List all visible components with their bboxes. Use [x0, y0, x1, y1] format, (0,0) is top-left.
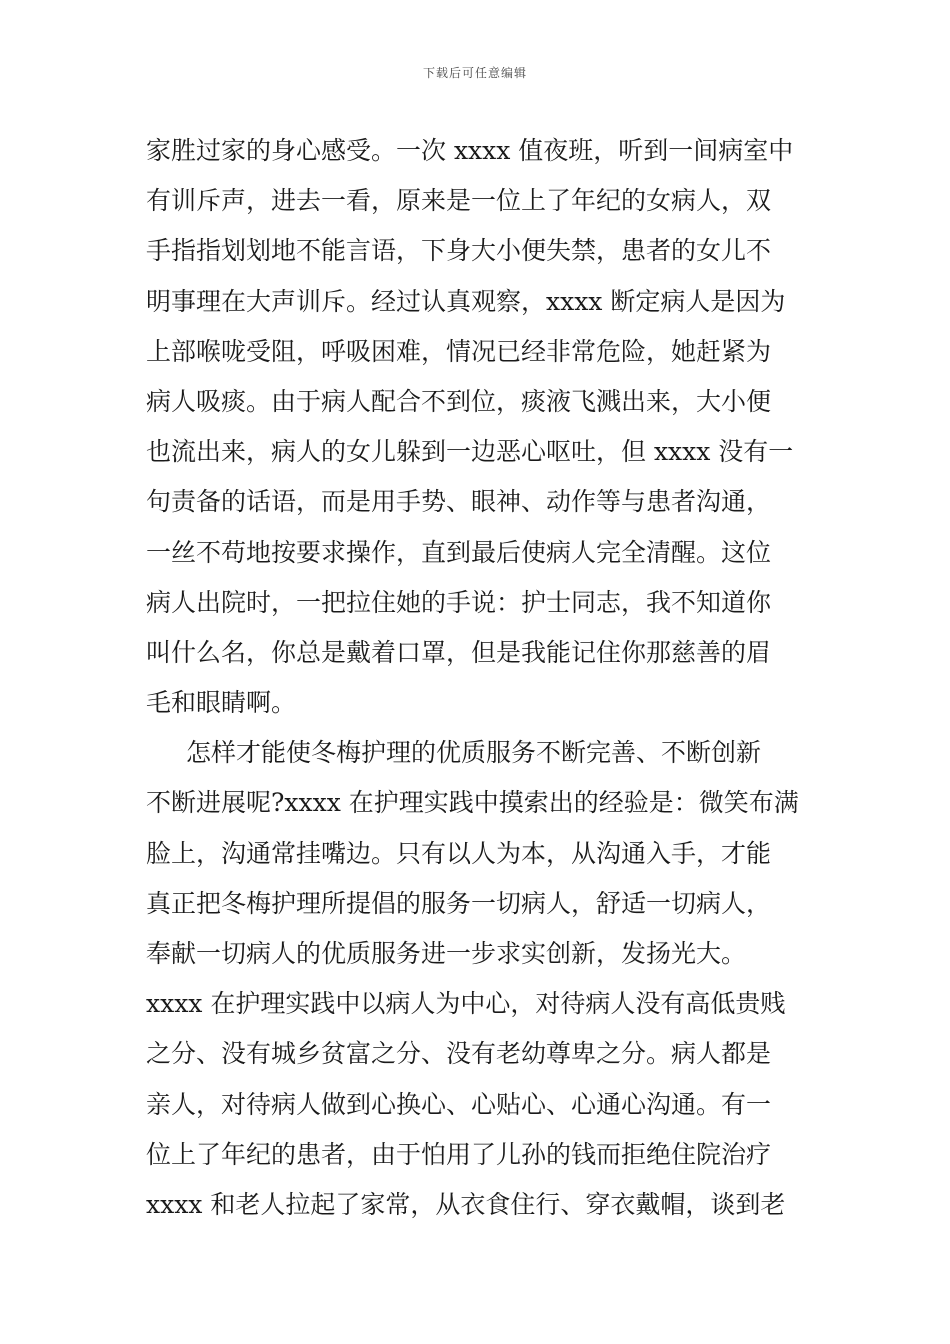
paragraph-start-line: 怎样才能使冬梅护理的优质服务不断完善、不断创新 — [186, 738, 762, 768]
text-line: 奉献一切病人的优质服务进一步求实创新，发扬光大。 — [146, 939, 747, 968]
text-line: 毛和眼睛啊。 — [146, 688, 297, 718]
text-line: xxxx 和老人拉起了家常，从衣食住行、穿衣戴帽，谈到老 — [146, 1189, 786, 1219]
text-line: 病人出院时，一把拉住她的手说：护士同志，我不知道你 — [146, 587, 772, 617]
text-line: 病人吸痰。由于病人配合不到位，痰液飞溅出来，大小便 — [146, 386, 772, 416]
text-line: 真正把冬梅护理所提倡的服务一切病人，舒适一切病人， — [146, 888, 772, 918]
text-line: 不断进展呢?xxxx 在护理实践中摸索出的经验是：微笑布满 — [146, 788, 799, 818]
text-line: 句责备的话语，而是用手势、眼神、动作等与患者沟通， — [146, 487, 772, 517]
text-line: 脸上，沟通常挂嘴边。只有以人为本，从沟通入手，才能 — [146, 838, 772, 868]
text-line: 手指指划划地不能言语，下身大小便失禁，患者的女儿不 — [146, 236, 772, 266]
text-line: xxxx 在护理实践中以病人为中心，对待病人没有高低贵贱 — [146, 989, 786, 1019]
text-line: 家胜过家的身心感受。一次 xxxx 值夜班，听到一间病室中 — [146, 136, 794, 165]
page-header: 下载后可任意编辑 — [422, 66, 527, 80]
text-line: 亲人，对待病人做到心换心、心贴心、心通心沟通。有一 — [146, 1089, 772, 1119]
text-line: 有训斥声，进去一看，原来是一位上了年纪的女病人，双 — [146, 186, 772, 216]
text-line: 一丝不苟地按要求操作，直到最后使病人完全清醒。这位 — [146, 537, 772, 567]
text-line: 叫什么名，你总是戴着口罩，但是我能记住你那慈善的眉 — [146, 637, 772, 667]
document-body — [146, 126, 846, 1230]
text-line: 之分、没有城乡贫富之分、没有老幼尊卑之分。病人都是 — [146, 1039, 772, 1069]
text-line: 明事理在大声训斥。经过认真观察，xxxx 断定病人是因为 — [146, 286, 786, 316]
text-line: 位上了年纪的患者，由于怕用了儿孙的钱而拒绝住院治疗 — [146, 1139, 772, 1169]
text-line: 上部喉咙受阻，呼吸困难，情况已经非常危险，她赶紧为 — [146, 336, 772, 366]
text-line: 也流出来，病人的女儿躲到一边恶心呕吐，但 xxxx 没有一 — [146, 437, 794, 467]
